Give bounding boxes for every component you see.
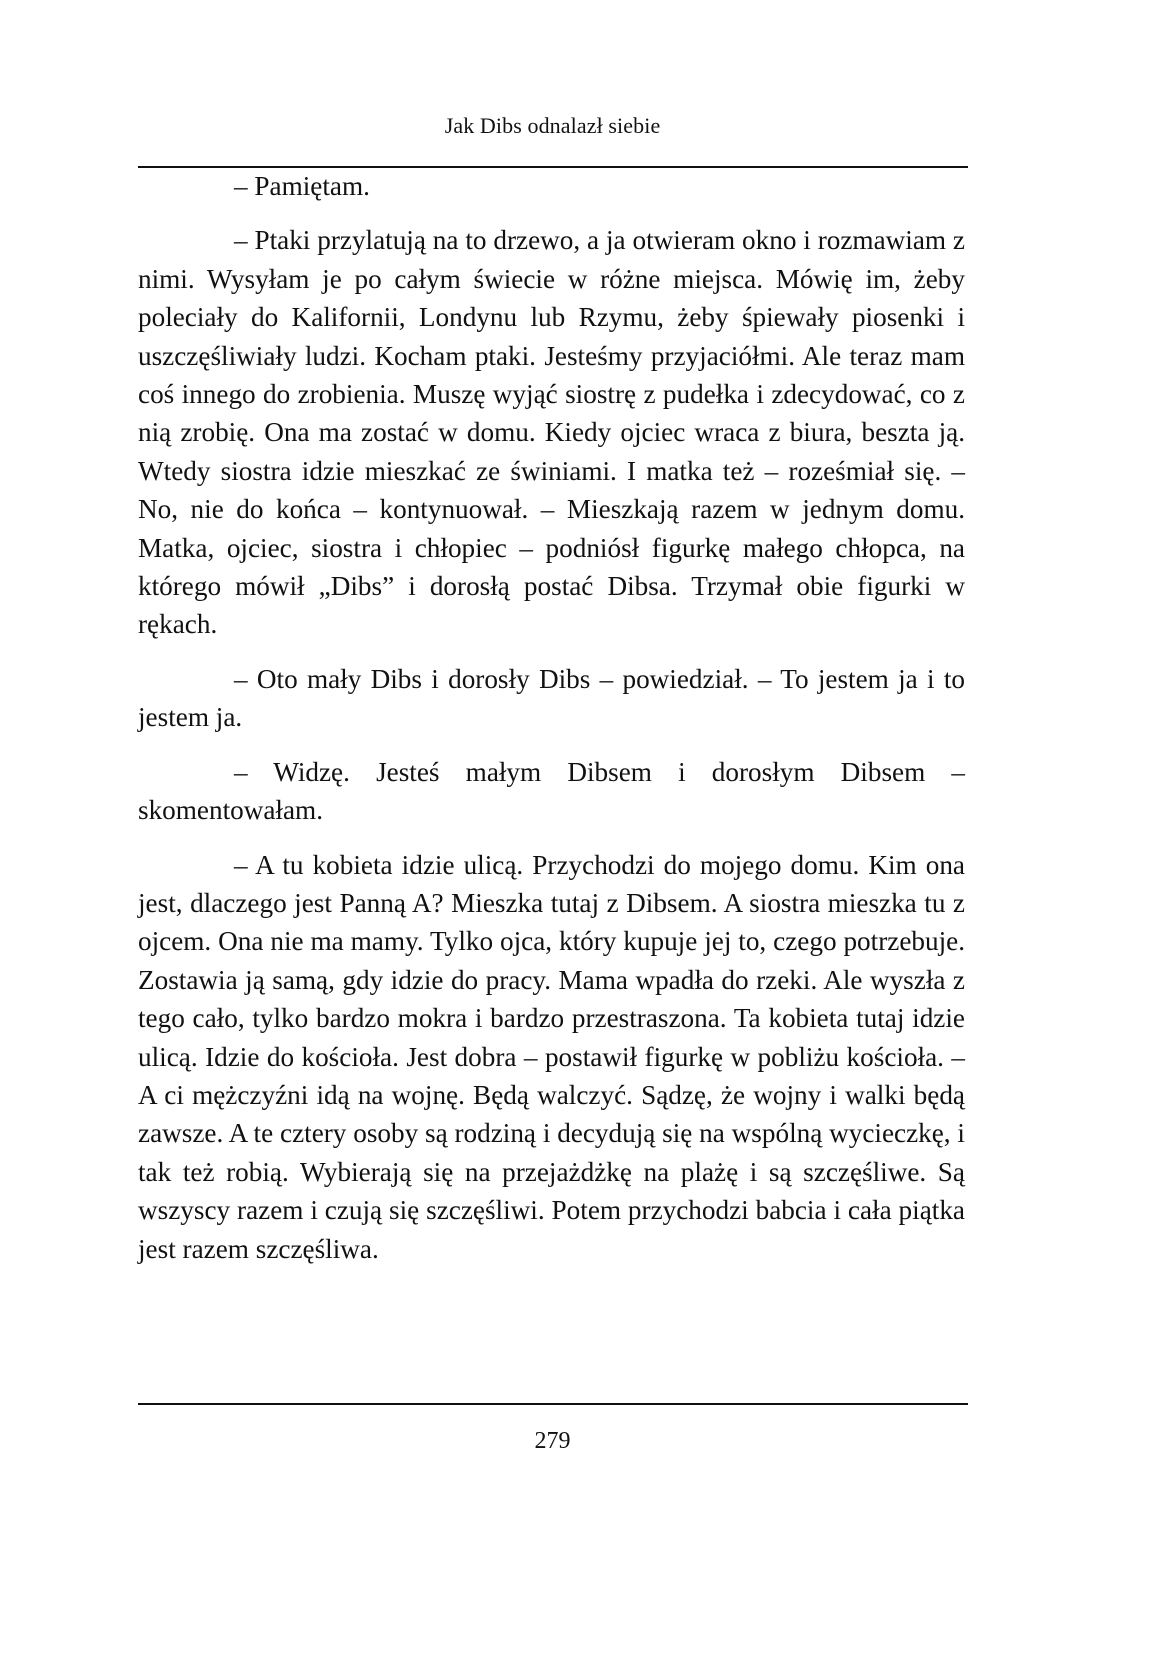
running-head-title: Jak Dibs odnalazł siebie xyxy=(444,113,661,138)
page-number: 279 xyxy=(534,1428,571,1454)
body-text xyxy=(138,167,965,1268)
paragraph: – Pamiętam. xyxy=(234,171,370,201)
paragraph: – Widzę. Jesteś małym Dibsem i dorosłym Dibsem – skomentowałam. xyxy=(138,756,965,826)
paragraph: – A tu kobieta idzie ulicą. Przychodzi do mojego domu. Kim ona jest, dlaczego jest Panną A? Mieszka tutaj z Dibsem. A siostra mieszka tu z ojcem. Ona nie ma mamy. Tylko ojca, który kupuje jej to, czego potrzebuje. Zostawia ją samą, gdy idzie do pracy. Mama wpadła do rzeki. Ale wyszła z tego cało, tylko bardzo mokra i bardzo przestraszona. Ta kobieta tutaj idzie ulicą. Idzie do kościoła. Jest dobra – postawił figurkę w pobliżu kościoła. – A ci mężczyźni idą na wojnę. Będą walczyć. Sądzę, że wojny i walki będą zawsze. A te cztery osoby są rodziną i decydują się na wspólną wycieczkę, i tak też robią. Wybierają się na przejażdżkę na plażę i są szczęśliwe. Są wszyscy razem i czują się szczęśliwi. Potem przychodzi babcia i cała piątka jest razem szczęśliwa. xyxy=(138,849,965,1264)
paragraph: – Ptaki przylatują na to drzewo, a ja otwieram okno i rozmawiam z nimi. Wysyłam je po całym świecie w różne miejsca. Mówię im, żeby poleciały do Kalifornii, Londynu lub Rzymu, żeby śpiewały piosenki i uszczęśliwiały ludzi. Kocham ptaki. Jesteśmy przyjaciółmi. Ale teraz mam coś innego do zrobienia. Muszę wyjąć siostrę z pudełka i zdecydować, co z nią zrobię. Ona ma zostać w domu. Kiedy ojciec wraca z biura, beszta ją. Wtedy siostra idzie mieszkać ze świniami. I matka też – roześmiał się. – No, nie do końca – kontynuował. – Mieszkają razem w jednym domu. Matka, ojciec, siostra i chłopiec – podniósł figurkę małego chłopca, na którego mówił „Dibs” i dorosłą postać Dibsa. Trzymał obie figurki w rękach. xyxy=(138,225,965,640)
footer-rule xyxy=(138,1403,968,1405)
paragraph: – Oto mały Dibs i dorosły Dibs – powiedział. – To jestem ja i to jestem ja. xyxy=(138,663,965,733)
